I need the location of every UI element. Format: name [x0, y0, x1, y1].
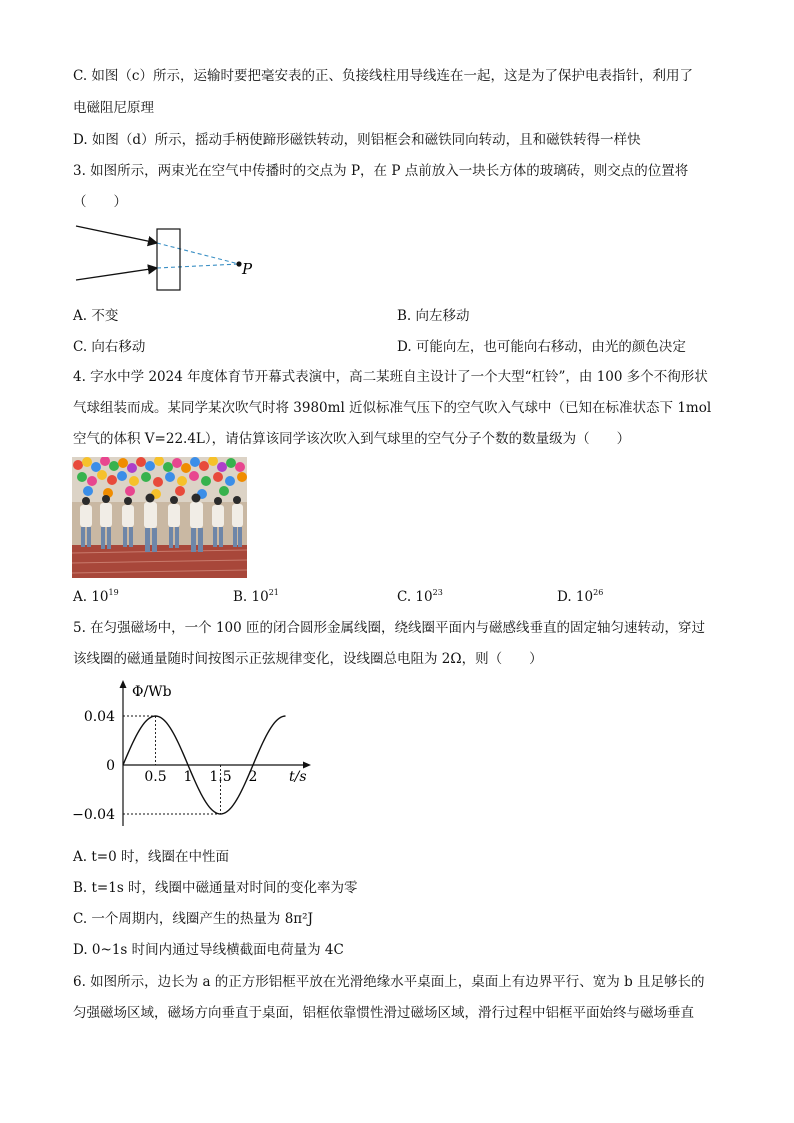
ray-extension-upper: [157, 243, 239, 264]
x-tick-label: 0.5: [144, 769, 167, 785]
q5-option-d: D. 0~1s 时间内通过导线横截面电荷量为 4C: [73, 942, 344, 958]
q4-stem-line3: 空气的体积 V=22.4L），请估算该同学该次吹入到气球里的空气分子个数的数量级为（ ）: [73, 431, 631, 447]
light-ray-lower: [76, 268, 157, 280]
q3-option-b: B. 向左移动: [397, 308, 470, 324]
q3-stem-line2: （ ）: [73, 194, 127, 210]
x-tick-label: 1: [183, 769, 193, 785]
flux-sine-chart: [70, 676, 320, 832]
q3-option-d: D. 可能向左，也可能向右移动，由光的颜色决定: [397, 339, 686, 355]
q6-stem-line1: 6. 如图所示，边长为 a 的正方形铝框平放在光滑绝缘水平桌面上，桌面上有边界平行、宽为 b 且足够长的: [73, 974, 705, 990]
balloon-performance-photo: [72, 457, 247, 578]
q4-stem-line1: 4. 字水中学 2024 年度体育节开幕式表演中，高二某班自主设计了一个大型“杠铃”，由 100 多个不徇形状: [73, 369, 708, 385]
q2-option-c-line1: C. 如图（c）所示，运输时要把毫安表的正、负接线柱用导线连在一起，这是为了保护电表指针，利用了: [73, 68, 693, 84]
y-axis-label: Φ/Wb: [132, 684, 172, 700]
q4-stem-line2: 气球组装而成。某同学某次吹气时将 3980ml 近似标准气压下的空气吹入气球中（已知在标准状态下 1mol: [73, 400, 712, 416]
glass-brick: [157, 229, 180, 290]
q5-stem-line1: 5. 在匀强磁场中，一个 100 匝的闭合圆形金属线圈，绕线圈平面内与磁感线垂直的固定轴匀速转动，穿过: [73, 620, 706, 636]
ray-extension-lower: [157, 264, 239, 268]
q4-option-a: A. $10^{19}$: [73, 588, 119, 605]
q4-option-d: D. $10^{26}$: [557, 588, 604, 605]
intersection-point-p: [236, 261, 241, 266]
q2-option-c-line2: 电磁阻尼原理: [73, 100, 154, 116]
y-tick-label: 0: [106, 758, 115, 774]
point-p-label: P: [242, 260, 253, 278]
q2-option-d: D. 如图（d）所示，摇动手柄使蹄形磁铁转动，则铝框会和磁铁同向转动，且和磁铁转得一样快: [73, 132, 641, 148]
q3-option-a: A. 不变: [73, 308, 119, 324]
x-axis-label: t/s: [289, 769, 307, 785]
y-axis-arrow: [120, 680, 127, 688]
x-axis-arrow: [303, 762, 311, 769]
q5-option-b: B. t=1s 时，线圈中磁通量对时间的变化率为零: [73, 880, 358, 896]
q3-stem-line1: 3. 如图所示，两束光在空气中传播时的交点为 P，在 P 点前放入一块长方体的玻璃砖，则交点的位置将: [73, 163, 689, 179]
q3-option-c: C. 向右移动: [73, 339, 146, 355]
light-ray-upper: [76, 226, 157, 243]
q5-option-c: C. 一个周期内，线圈产生的热量为 8π²J: [73, 911, 314, 927]
q6-stem-line2: 匀强磁场区域，磁场方向垂直于桌面，铝框依靠惯性滑过磁场区域，滑行过程中铝框平面始终与磁场垂直: [73, 1005, 694, 1021]
x-tick-label: 1.5: [209, 769, 232, 785]
q5-stem-line2: 该线圈的磁通量随时间按图示正弦规律变化，设线圈总电阻为 2Ω，则（ ）: [73, 651, 543, 667]
x-tick-label: 2: [248, 769, 258, 785]
q4-option-b: B. $10^{21}$: [233, 588, 279, 605]
y-tick-label: −0.04: [72, 807, 115, 823]
q3-light-figure: [70, 218, 270, 304]
q4-option-c: C. $10^{23}$: [397, 588, 443, 605]
q5-option-a: A. t=0 时，线圈在中性面: [73, 849, 229, 865]
y-tick-label: 0.04: [83, 709, 115, 725]
